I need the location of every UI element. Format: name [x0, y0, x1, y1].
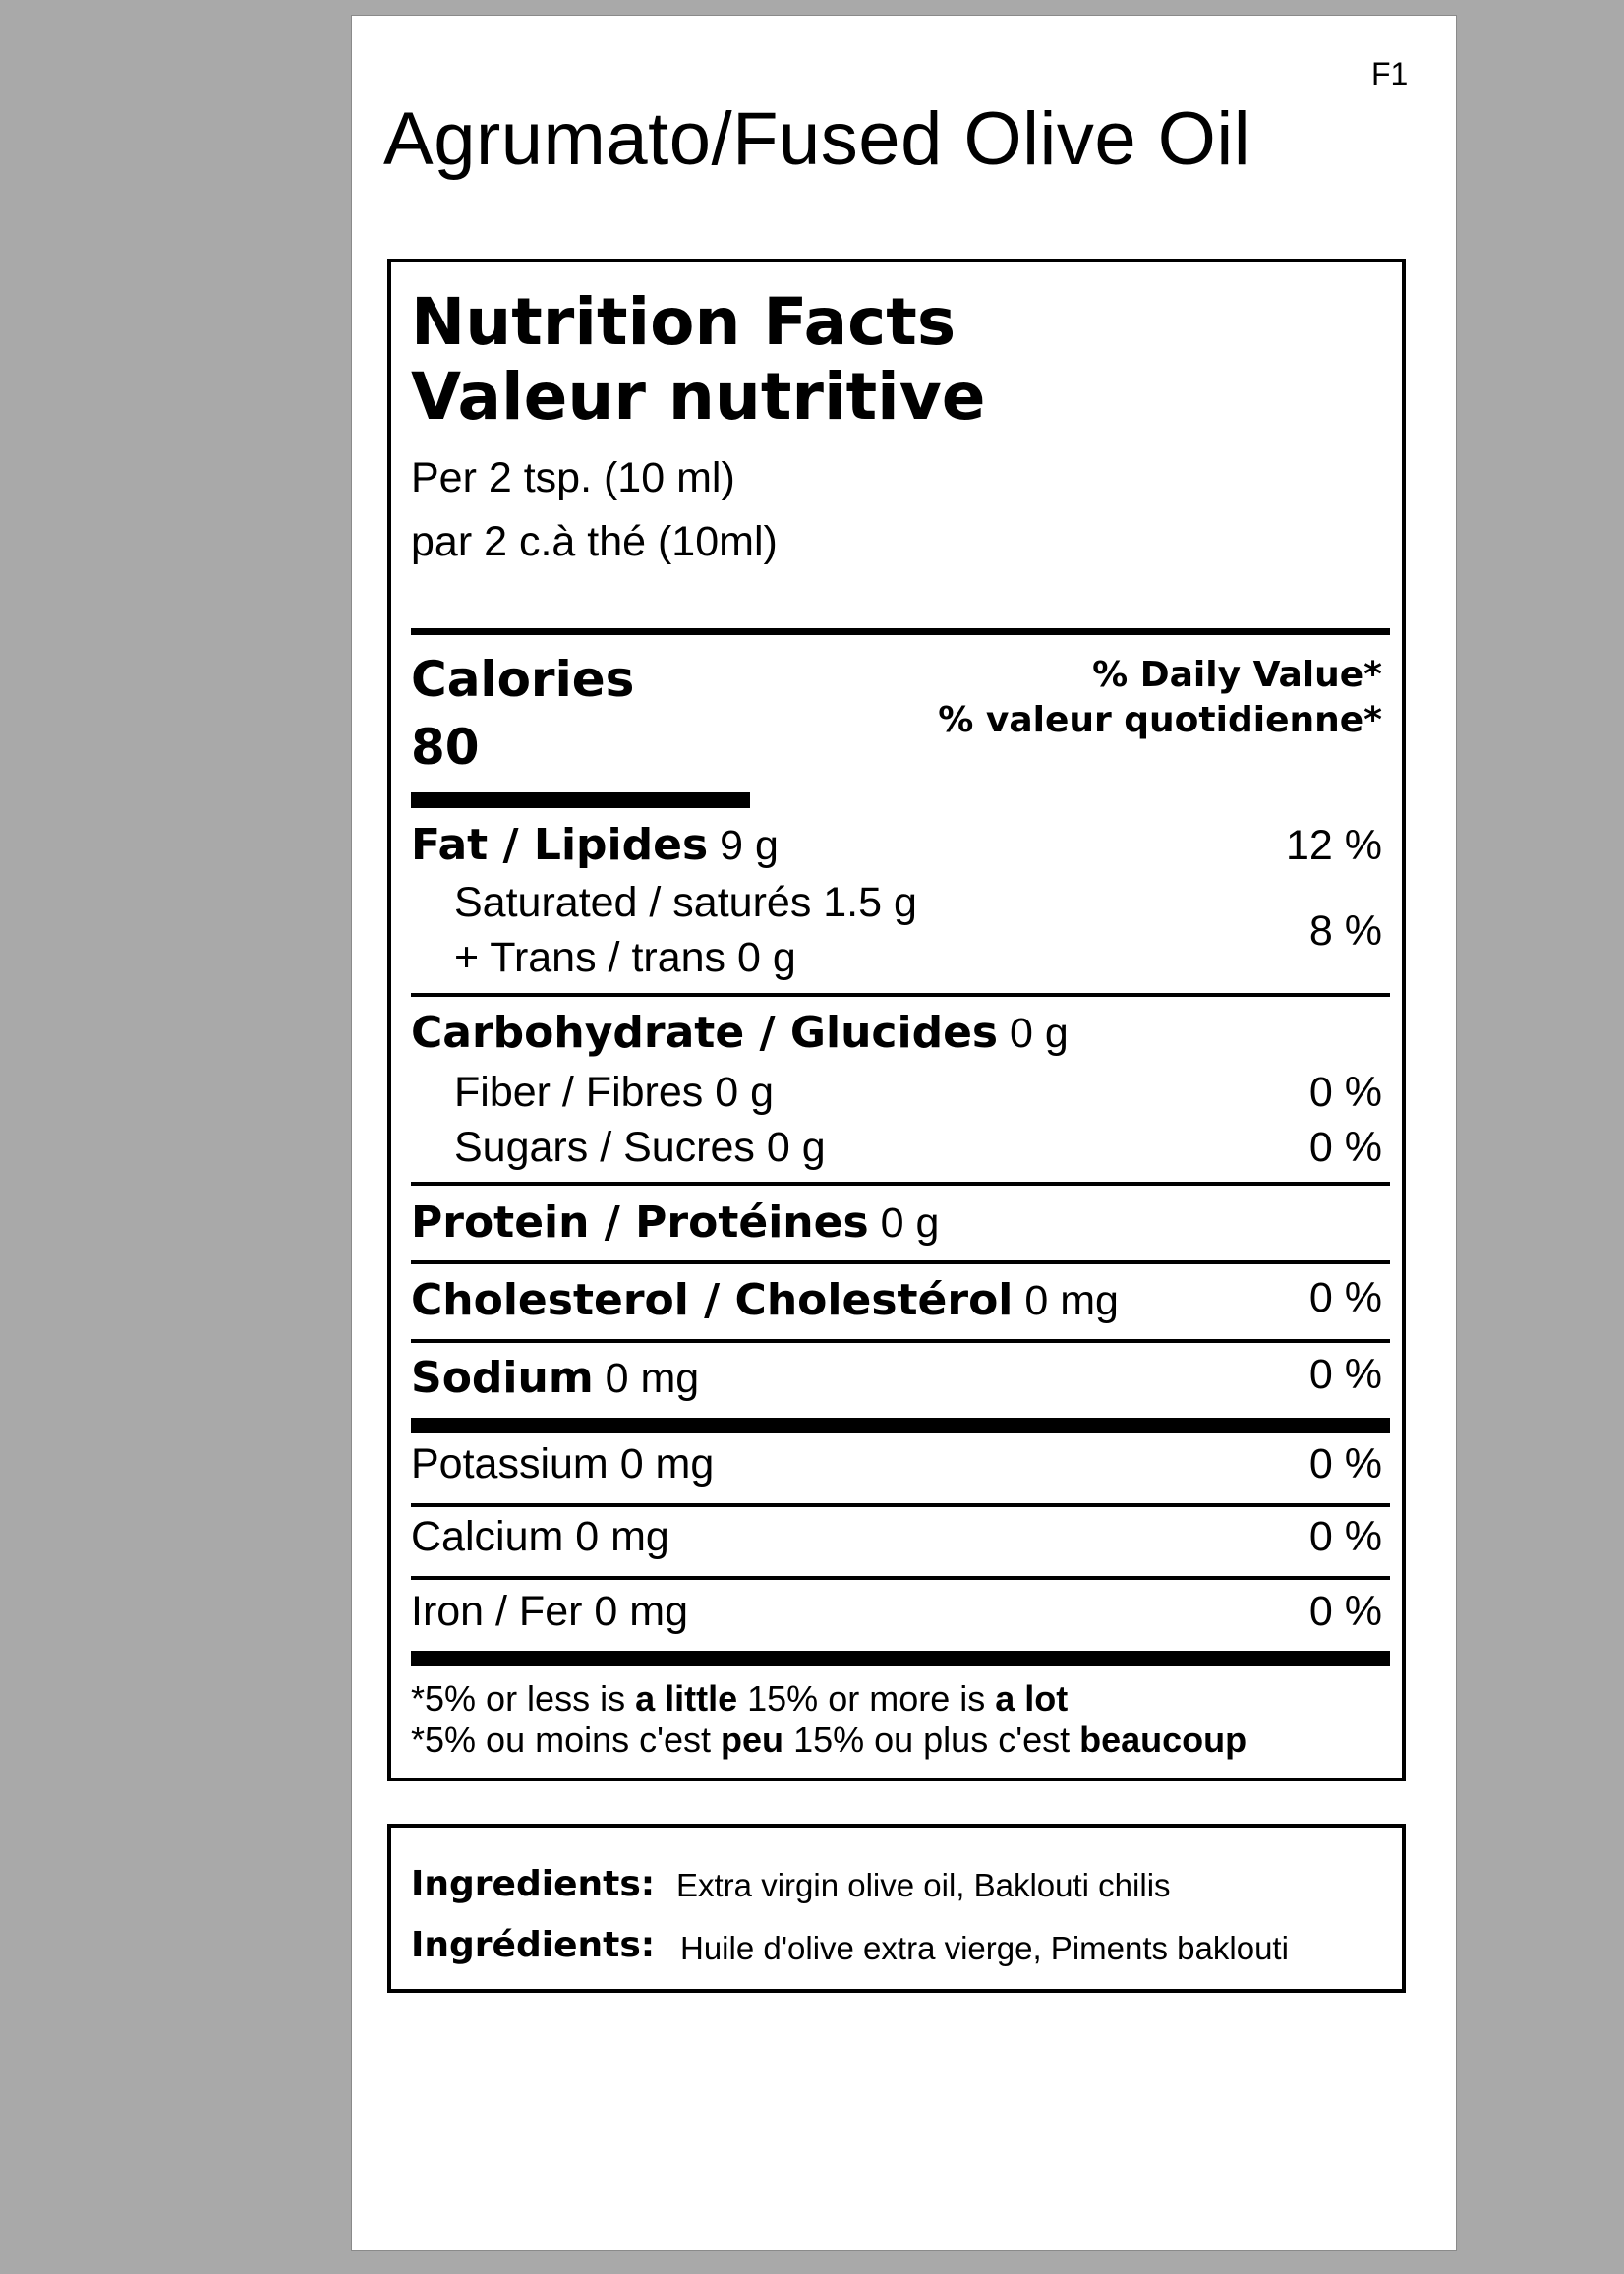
footnote-fr-lot: beaucoup	[1079, 1720, 1247, 1760]
calcium-daily-value: 0 %	[1308, 1513, 1382, 1560]
footnote-fr-prefix: *5% ou moins c'est	[411, 1720, 712, 1760]
serving-size-en: Per 2 tsp. (10 ml)	[411, 454, 735, 501]
divider	[411, 1182, 1390, 1186]
nutrition-heading-en: Nutrition Facts	[411, 284, 957, 360]
page-code: F1	[1371, 56, 1409, 91]
footnote-en-lot: a lot	[995, 1678, 1069, 1719]
carbohydrate-row	[411, 1007, 1069, 1060]
daily-value-header-fr: % valeur quotidienne*	[938, 700, 1382, 740]
protein-row	[411, 1196, 939, 1250]
potassium-row: Potassium 0 mg	[411, 1440, 715, 1487]
calories-label: Calories	[411, 651, 635, 708]
cholesterol-amount: 0 mg	[1024, 1277, 1119, 1324]
ingredients-label-en: Ingredients:	[411, 1864, 656, 1904]
footnote-fr-little: peu	[721, 1720, 784, 1760]
divider-thick	[411, 1651, 1390, 1666]
iron-row: Iron / Fer 0 mg	[411, 1588, 688, 1635]
saturated-row: Saturated / saturés 1.5 g	[454, 879, 917, 926]
divider	[411, 1260, 1390, 1264]
divider	[411, 1576, 1390, 1580]
fiber-daily-value: 0 %	[1308, 1069, 1382, 1116]
sodium-row	[411, 1352, 699, 1405]
footnote-en-prefix: *5% or less is	[411, 1678, 626, 1719]
daily-value-header-en: % Daily Value*	[1092, 655, 1382, 695]
divider-thick	[411, 628, 1390, 635]
nutrition-facts-table	[387, 259, 1406, 1781]
ingredients-value-fr: Huile d'olive extra vierge, Piments baklouti	[680, 1930, 1289, 1966]
iron-daily-value: 0 %	[1308, 1588, 1382, 1635]
footnote-fr-middle: 15% ou plus c'est	[793, 1720, 1071, 1760]
footnote-fr	[411, 1720, 1247, 1761]
divider	[411, 993, 1390, 997]
footnote-en-little: a little	[635, 1678, 738, 1719]
sugars-row: Sugars / Sucres 0 g	[454, 1124, 826, 1171]
cholesterol-label: Cholesterol / Cholestérol	[411, 1275, 1014, 1325]
serving-size-fr: par 2 c.à thé (10ml)	[411, 518, 778, 565]
divider-thick	[411, 1418, 1390, 1433]
divider	[411, 1503, 1390, 1507]
fat-amount: 9 g	[720, 822, 779, 869]
calories-value: 80	[411, 719, 480, 776]
protein-amount: 0 g	[880, 1199, 940, 1247]
sodium-label: Sodium	[411, 1353, 594, 1403]
calcium-row: Calcium 0 mg	[411, 1513, 669, 1560]
protein-label: Protein / Protéines	[411, 1197, 869, 1248]
carbohydrate-label: Carbohydrate / Glucides	[411, 1008, 999, 1058]
footnote-en-middle: 15% or more is	[747, 1678, 986, 1719]
fat-label: Fat / Lipides	[411, 820, 709, 870]
footnote-en	[411, 1678, 1068, 1720]
ingredients-value-en: Extra virgin olive oil, Baklouti chilis	[676, 1867, 1171, 1903]
sodium-daily-value: 0 %	[1308, 1351, 1382, 1398]
divider	[411, 1339, 1390, 1343]
sugars-daily-value: 0 %	[1308, 1124, 1382, 1171]
product-title: Agrumato/Fused Olive Oil	[383, 97, 1251, 181]
fat-row	[411, 819, 779, 872]
ingredients-box	[387, 1824, 1406, 1993]
calories-underline	[411, 792, 750, 808]
cholesterol-row	[411, 1274, 1119, 1327]
cholesterol-daily-value: 0 %	[1308, 1274, 1382, 1321]
nutrition-heading-fr: Valeur nutritive	[411, 359, 986, 435]
trans-row: + Trans / trans 0 g	[454, 934, 796, 981]
saturated-trans-daily-value: 8 %	[1308, 907, 1382, 955]
ingredients-label-fr: Ingrédients:	[411, 1925, 656, 1965]
fiber-row: Fiber / Fibres 0 g	[454, 1069, 774, 1116]
sodium-amount: 0 mg	[605, 1355, 700, 1402]
carbohydrate-amount: 0 g	[1010, 1010, 1069, 1057]
potassium-daily-value: 0 %	[1308, 1440, 1382, 1487]
fat-daily-value: 12 %	[1285, 822, 1382, 869]
